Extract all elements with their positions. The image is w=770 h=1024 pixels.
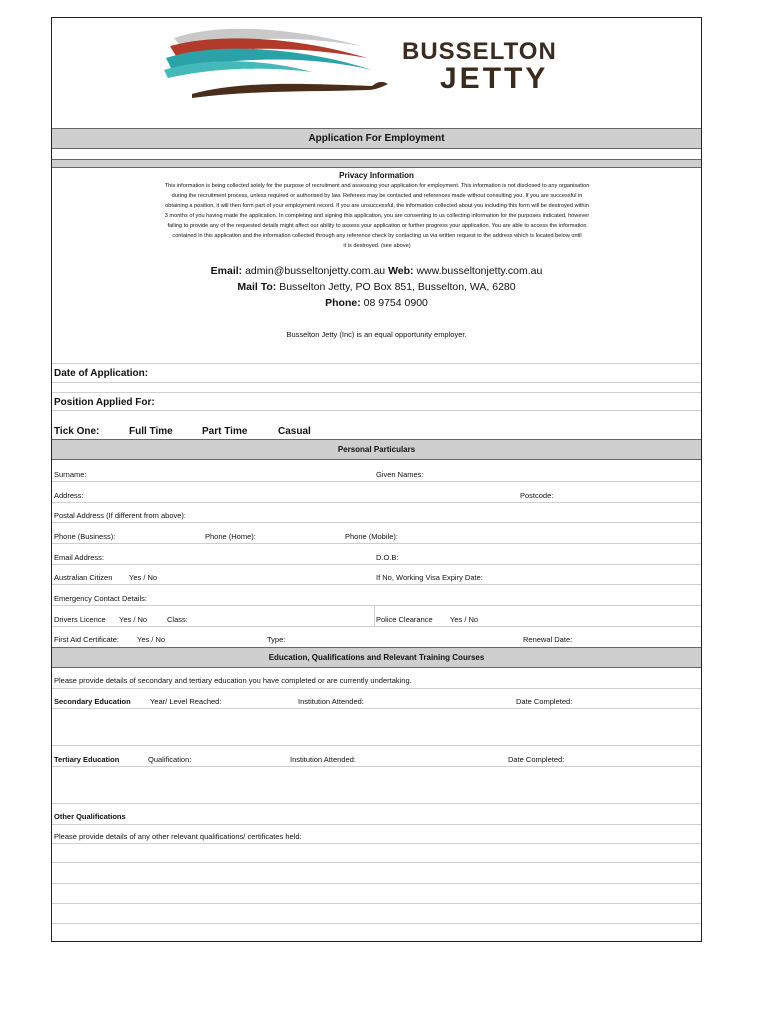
address-label[interactable]: Address: <box>54 491 84 500</box>
contact-email-web <box>52 265 701 277</box>
divider <box>52 410 701 411</box>
secondary-education-label: Secondary Education <box>54 697 131 706</box>
licence-yes-no[interactable]: Yes / No <box>119 615 148 624</box>
education-intro: Please provide details of secondary and tertiary education you have completed or are currently undertaking. <box>54 676 412 685</box>
first-aid-yes-no[interactable]: Yes / No <box>137 635 166 644</box>
surname-label[interactable]: Surname: <box>54 470 87 479</box>
divider <box>52 584 701 585</box>
divider <box>52 883 701 884</box>
divider <box>52 605 701 606</box>
divider <box>52 708 701 709</box>
busselton-jetty-logo <box>162 24 397 109</box>
contact-mail <box>52 281 701 293</box>
divider <box>52 862 701 863</box>
postal-address-label[interactable]: Postal Address (If different from above): <box>54 511 187 520</box>
privacy-text <box>112 181 642 251</box>
divider <box>52 392 701 393</box>
privacy-line: 3 months of you having made the application. In completing and signing this application, you are consenting to us collecting information for the purposes indicated, however <box>164 213 590 219</box>
divider <box>52 824 701 825</box>
qualification-label[interactable]: Qualification: <box>148 755 192 764</box>
position-applied-label: Position Applied For: <box>54 397 155 408</box>
casual-option[interactable]: Casual <box>278 426 311 437</box>
divider <box>52 626 701 627</box>
email-address-label[interactable]: Email Address: <box>54 553 105 562</box>
citizen-yes-no[interactable]: Yes / No <box>129 573 158 582</box>
phone-home-label[interactable]: Phone (Home): <box>205 532 256 541</box>
contact-phone <box>52 297 701 309</box>
spacer-bar <box>52 159 701 168</box>
divider <box>52 803 701 804</box>
web-value[interactable]: www.busseltonjetty.com.au <box>416 265 543 277</box>
given-names-label[interactable]: Given Names: <box>376 470 424 479</box>
dob-label[interactable]: D.O.B: <box>376 553 399 562</box>
privacy-line: This information is being collected solely for the purpose of recruitment and assessing your application for employment. This information is not disclosed to any organisation <box>164 183 590 189</box>
first-aid-type-label[interactable]: Type: <box>267 635 286 644</box>
logo-line1: BUSSELTON <box>402 38 557 65</box>
personal-heading: Personal Particulars <box>52 439 701 460</box>
divider <box>52 745 701 746</box>
part-time-option[interactable]: Part Time <box>202 426 248 437</box>
police-yes-no[interactable]: Yes / No <box>450 615 479 624</box>
divider <box>52 903 701 904</box>
renewal-date-label[interactable]: Renewal Date: <box>523 635 573 644</box>
privacy-line: obtaining a position, it will then form part of your employment record. If you are unsuccessful, the information collected about you including this form will be destroyed within <box>165 203 589 209</box>
phone-mobile-label[interactable]: Phone (Mobile): <box>345 532 398 541</box>
other-qualifications-label: Other Qualifications <box>54 812 126 821</box>
phone-label: Phone: <box>325 297 361 309</box>
date-of-application-label: Date of Application: <box>54 368 149 379</box>
privacy-line: during the recruitment process, unless required or authorised by law. Referees may be contacted and references made without consulting you. If you are successful in <box>171 193 583 199</box>
drivers-licence-label: Drivers Licence <box>54 615 106 624</box>
email-label: Email: <box>210 265 243 277</box>
phone-business-label[interactable]: Phone (Business): <box>54 532 116 541</box>
first-aid-label: First Aid Certificate: <box>54 635 120 644</box>
privacy-heading: Privacy Information <box>339 171 414 180</box>
full-time-option[interactable]: Full Time <box>129 426 173 437</box>
visa-expiry-label[interactable]: If No, Working Visa Expiry Date: <box>376 573 483 582</box>
police-clearance-label: Police Clearance <box>376 615 433 624</box>
logo-line2: JETTY <box>440 62 549 95</box>
other-qualifications-intro: Please provide details of any other relevant qualifications/ certificates held: <box>54 832 302 841</box>
date-completed-label[interactable]: Date Completed: <box>516 697 573 706</box>
institution-attended-label[interactable]: Institution Attended: <box>298 697 364 706</box>
divider <box>52 543 701 544</box>
tick-one-label: Tick One: <box>54 426 100 437</box>
privacy-line: contained in this application and the information collected through any reference check by contacting us via written request to the address which is located below until <box>172 233 582 239</box>
divider <box>52 363 701 364</box>
divider <box>52 382 701 383</box>
emergency-contact-label[interactable]: Emergency Contact Details: <box>54 594 147 603</box>
institution-attended-label[interactable]: Institution Attended: <box>290 755 356 764</box>
form-title: Application For Employment <box>52 128 701 149</box>
mail-label: Mail To: <box>237 281 277 293</box>
web-label: Web: <box>388 265 414 277</box>
divider <box>374 605 375 626</box>
licence-class-label[interactable]: Class: <box>167 615 188 624</box>
privacy-line: it is destroyed. (see above) <box>343 243 411 249</box>
divider <box>52 564 701 565</box>
mail-value: Busselton Jetty, PO Box 851, Busselton, WA, 6280 <box>279 281 516 293</box>
tertiary-education-label: Tertiary Education <box>54 755 120 764</box>
divider <box>52 766 701 767</box>
postcode-label[interactable]: Postcode: <box>520 491 554 500</box>
privacy-line: failing to provide any of the requested details might affect our ability to assess your application or further progress your application. You are able to access the information <box>167 223 587 229</box>
divider <box>52 843 701 844</box>
equal-opportunity: Busselton Jetty (Inc) is an equal opportunity employer. <box>286 330 467 339</box>
email-value[interactable]: admin@busseltonjetty.com.au <box>245 265 386 277</box>
application-form <box>51 17 702 942</box>
divider <box>52 481 701 482</box>
divider <box>52 502 701 503</box>
divider <box>52 688 701 689</box>
divider <box>52 923 701 924</box>
education-heading: Education, Qualifications and Relevant Training Courses <box>52 647 701 668</box>
year-level-label[interactable]: Year/ Level Reached: <box>150 697 222 706</box>
date-completed-label[interactable]: Date Completed: <box>508 755 565 764</box>
phone-value: 08 9754 0900 <box>363 297 428 309</box>
divider <box>52 522 701 523</box>
australian-citizen-label: Australian Citizen <box>54 573 113 582</box>
